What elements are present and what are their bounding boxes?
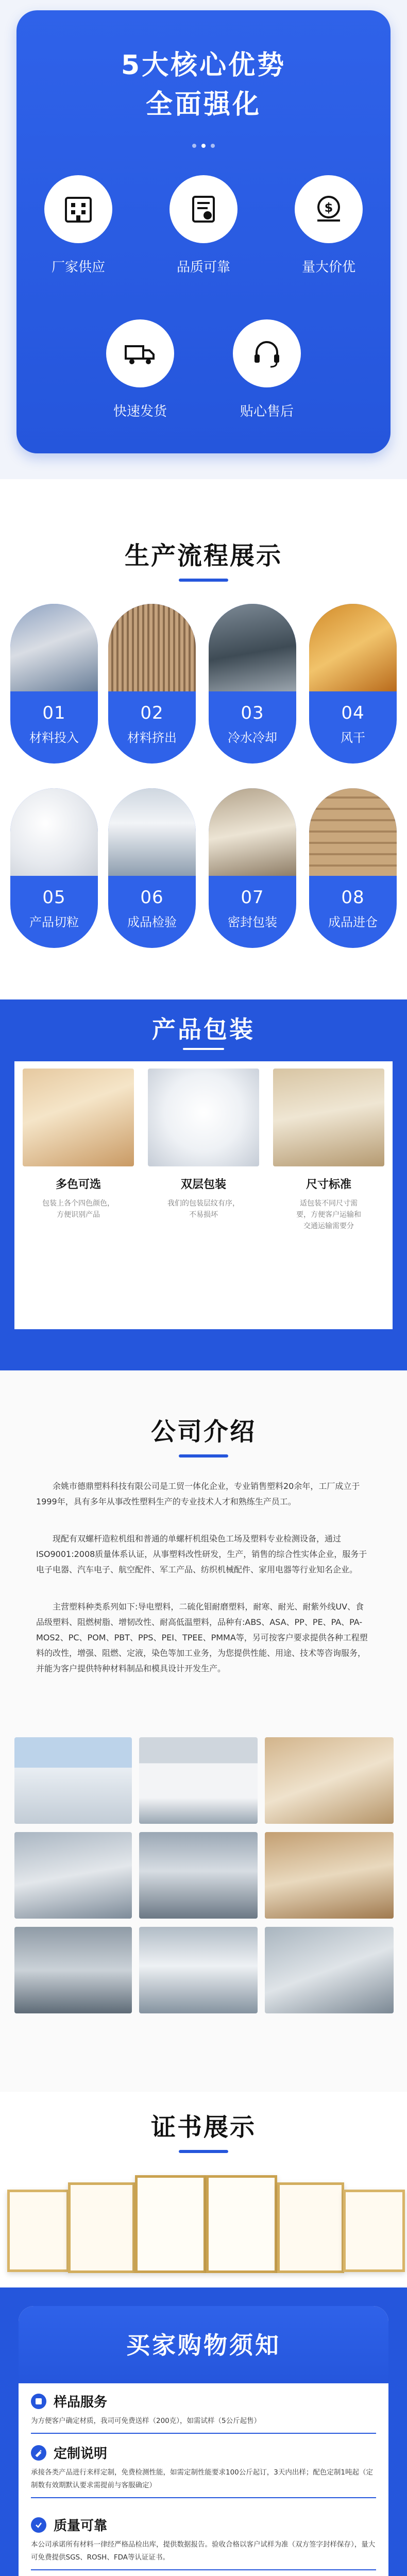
note-desc: 承接各类产品进行来样定制，免费检测性能，如需定制性能要求100公斤起订，3天内出样；配色定制1吨起（定制数有效期默认要求需提前与客服确定）	[31, 2468, 373, 2489]
advantage-item	[152, 175, 255, 276]
divider	[31, 2569, 376, 2570]
sample-icon	[31, 2394, 46, 2409]
company-photo	[139, 1737, 258, 1824]
step-photo	[10, 788, 98, 876]
certificate-row	[0, 2169, 407, 2282]
step-photo	[209, 604, 296, 691]
step-label: 成品检验	[127, 915, 177, 929]
step-label: 材料挤出	[127, 731, 177, 745]
company-photo	[14, 1927, 132, 2013]
process-step	[209, 788, 296, 948]
step-photo	[10, 604, 98, 691]
package-title: 双层包装	[180, 1178, 226, 1191]
package-desc: 我们的包装层纹有序， 不易损坏	[167, 1199, 240, 1219]
svg-text:$: $	[324, 200, 333, 215]
shopping-notes-card	[19, 2306, 388, 2576]
carousel-dot[interactable]	[211, 144, 215, 148]
company-title-block	[0, 1412, 407, 1458]
company-photo	[14, 1737, 132, 1824]
note-desc: 本公司承诺所有材料一律经严格品检出库，提供数据报告。验收合格以客户试样为准（双方签字封样保存），量大可免费提供SGS、ROSH、FDA等认证证书。	[31, 2540, 376, 2562]
step-label: 材料投入	[29, 731, 79, 745]
shopping-notes-header	[19, 2306, 388, 2383]
company-photo	[14, 1832, 132, 1919]
process-step	[209, 604, 296, 764]
step-number: 04	[341, 703, 365, 723]
headset-icon	[233, 319, 301, 387]
process-section	[0, 479, 407, 999]
note-item	[31, 2392, 376, 2434]
process-step	[10, 604, 98, 764]
advantage-label: 快速发货	[113, 404, 167, 419]
process-step	[108, 788, 196, 948]
company-paragraph: 余姚市德鼎塑料科技有限公司是工贸一体化企业，专业销售塑料20余年，工厂成立于1999年，具有多年从事改性塑料生产的专业技术人才和熟练生产员工。	[36, 1481, 360, 1506]
step-photo	[209, 788, 296, 876]
package-item	[23, 1069, 134, 1221]
advantage-item	[277, 175, 380, 276]
company-paragraph: 主营塑料种类系列如下:导电塑料，二硫化钼耐磨塑料，耐寒、耐光、耐紫外线UV、食品级塑料、阻燃树脂、增韧改性、耐高低温塑料，品种有:ABS、ASA、PP、PE、PA、PA-MOS2、PC、POM、PBT、PPS、PEI、TPEE、PMMA等，另可按客户要求提供各种工程塑料的改性，增强、阻燃、定液，染色等加工业务，为您提供性能、用途、技术等咨询服务，并能为客户提供特种材料制品和模具设计开发生产。	[36, 1602, 368, 1673]
shopping-notes-title: 买家购物须知	[126, 2331, 281, 2359]
company-photo	[265, 1927, 394, 2013]
note-title: 样品服务	[54, 2395, 108, 2410]
package-item	[148, 1069, 259, 1221]
certificates-title-block	[0, 2107, 407, 2153]
note-desc: 为方便客户确定材质，我司可免费送样（200克），如需试样（5公斤起售）	[31, 2417, 261, 2425]
advantage-label: 厂家供应	[51, 260, 105, 275]
custom-icon	[31, 2445, 46, 2461]
title-underline	[179, 579, 228, 582]
advantage-label: 贴心售后	[240, 404, 294, 419]
company-photo	[139, 1927, 258, 2013]
divider	[31, 2497, 376, 2498]
process-title: 生产流程展示	[124, 541, 282, 570]
note-title: 定制说明	[54, 2446, 108, 2462]
step-label: 产品切粒	[29, 915, 79, 929]
truck-icon	[106, 319, 174, 387]
price-icon	[295, 175, 363, 243]
process-title-block	[0, 536, 407, 582]
step-number: 06	[140, 887, 164, 908]
step-photo	[108, 788, 196, 876]
carousel-dot-active[interactable]	[201, 144, 206, 148]
advantages-section	[0, 0, 407, 479]
step-label: 成品进仓	[328, 915, 378, 929]
certificate	[7, 2190, 69, 2272]
step-photo	[108, 604, 196, 691]
package-desc: 适包装不同尺寸需 要，方便客户运输和 交通运输需要分	[296, 1199, 361, 1230]
company-photo	[139, 1832, 258, 1919]
certificate	[68, 2182, 135, 2273]
company-photo	[265, 1737, 394, 1824]
shopping-notes-section	[0, 2287, 407, 2576]
certificate	[343, 2190, 405, 2272]
step-number: 03	[241, 703, 264, 723]
advantages-card	[16, 10, 391, 453]
carousel-dot[interactable]	[192, 144, 196, 148]
note-item	[31, 2443, 376, 2498]
step-number: 02	[140, 703, 164, 723]
package-title: 尺寸标准	[306, 1178, 351, 1191]
certificates-title: 证书展示	[150, 2113, 256, 2142]
package-item	[273, 1069, 384, 1232]
quality-check-icon	[31, 2517, 46, 2533]
advantage-label: 量大价优	[301, 260, 355, 275]
step-photo	[309, 604, 397, 691]
note-item	[31, 2515, 376, 2570]
step-photo	[309, 788, 397, 876]
advantages-title-line2: 全面强化	[145, 89, 261, 120]
certificate	[135, 2175, 206, 2273]
step-label: 密封包装	[228, 915, 277, 929]
step-number: 01	[42, 703, 66, 723]
step-number: 08	[341, 887, 365, 908]
process-step	[309, 604, 397, 764]
step-label: 冷水冷却	[228, 731, 277, 745]
packaging-card	[14, 999, 393, 1329]
process-step	[108, 604, 196, 764]
note-title: 质量可靠	[54, 2518, 108, 2534]
title-underline	[183, 1048, 224, 1050]
step-label: 风干	[341, 731, 365, 745]
packaging-title: 产品包装	[152, 1015, 255, 1043]
step-number: 05	[42, 887, 66, 908]
package-photo	[273, 1069, 384, 1166]
process-step	[10, 788, 98, 948]
step-number: 07	[241, 887, 264, 908]
package-photo	[148, 1069, 259, 1166]
packaging-title-bar	[14, 999, 393, 1061]
carousel-dots	[16, 140, 391, 150]
title-underline	[179, 1454, 228, 1458]
title-underline	[179, 2150, 228, 2153]
company-section	[0, 1370, 407, 2092]
divider	[31, 2433, 376, 2434]
process-step	[309, 788, 397, 948]
quality-icon	[169, 175, 238, 243]
packaging-section	[0, 999, 407, 1370]
company-paragraph: 现配有双螺杆造粒机组和普通的单螺杆机组染色工场及塑料专业检测设备，通过ISO9001:2008质量体系认证，从事塑料改性研发，生产，销售的综合性实体企业，服务于电子电器、汽车电子、航空配件、军工产品、纺织机械配件、家用电器等行业知名企业。	[36, 1534, 367, 1574]
advantage-item	[89, 319, 192, 420]
advantage-item	[27, 175, 130, 276]
advantages-title-line1: 5大核心优势	[121, 50, 286, 81]
company-photo	[265, 1832, 394, 1919]
advantage-label: 品质可靠	[176, 260, 230, 275]
advantage-item	[215, 319, 318, 420]
package-desc: 包装上各个四色颜色， 方便识别产品	[42, 1199, 114, 1219]
certificates-section	[0, 2092, 407, 2287]
factory-icon	[44, 175, 112, 243]
company-title: 公司介绍	[150, 1417, 256, 1446]
package-title: 多色可选	[55, 1178, 101, 1191]
certificate	[206, 2175, 277, 2273]
certificate	[277, 2182, 344, 2273]
package-photo	[23, 1069, 134, 1166]
